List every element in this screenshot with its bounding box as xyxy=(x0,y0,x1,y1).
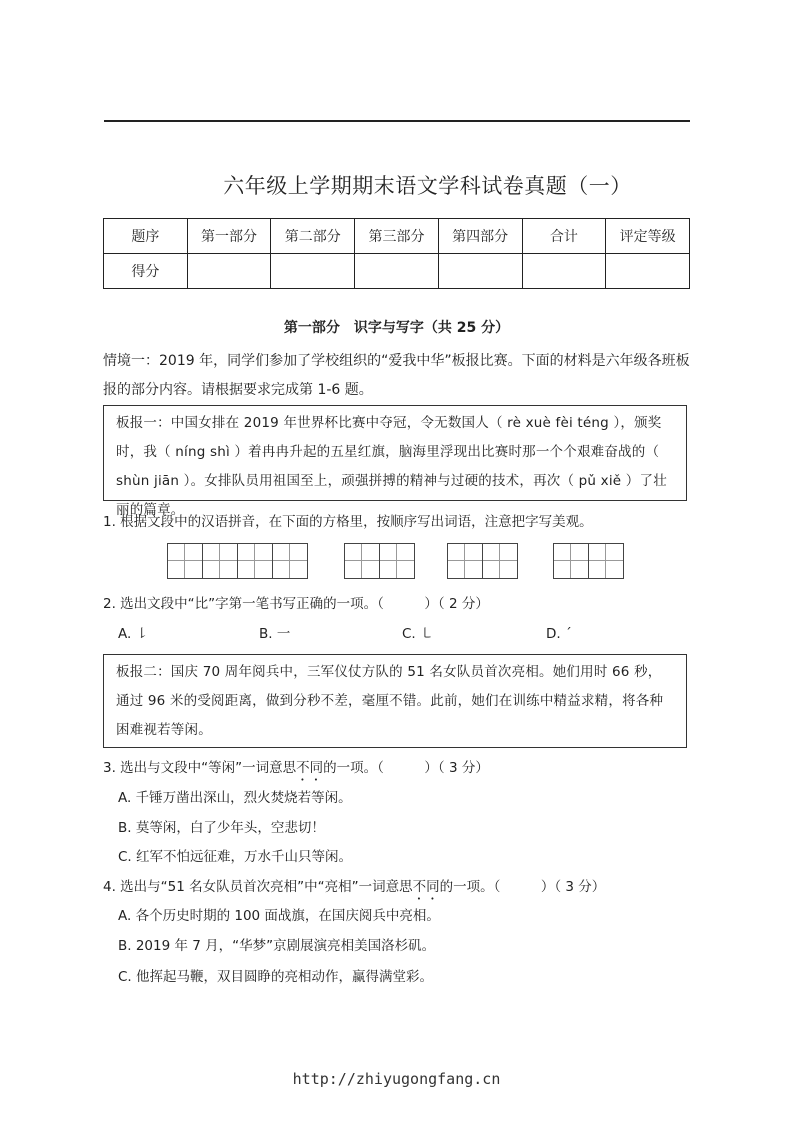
table-cell: 合计 xyxy=(522,219,606,254)
table-cell: 第二部分 xyxy=(271,219,355,254)
option-b[interactable]: B. 2019 年 7 月，“华梦”京剧展演亮相美国洛杉矶。 xyxy=(118,938,436,954)
writing-cell[interactable] xyxy=(553,543,589,579)
writing-cell[interactable] xyxy=(482,543,518,579)
option-c[interactable]: C. 他挥起马鞭，双目圆睁的亮相动作，赢得满堂彩。 xyxy=(118,969,434,985)
score-input-cell[interactable] xyxy=(187,254,271,289)
emphasis-text: 不同 xyxy=(296,760,324,776)
writing-grid-3[interactable] xyxy=(447,543,518,579)
question-3 xyxy=(103,758,489,784)
top-rule xyxy=(104,120,690,122)
writing-cell[interactable] xyxy=(202,543,238,579)
option-d[interactable]: D. ˊ xyxy=(546,626,572,642)
writing-cell[interactable] xyxy=(167,543,203,579)
writing-cell[interactable] xyxy=(237,543,273,579)
section-heading: 第一部分 识字与写字（共 25 分） xyxy=(283,320,510,336)
question-text: 的一项。（ ）（ 3 分） xyxy=(439,879,606,895)
writing-cell[interactable] xyxy=(447,543,483,579)
page-title: 六年级上学期期末语文学科试卷真题（一） xyxy=(223,174,632,198)
board-two-passage: 板报二：国庆 70 周年阅兵中，三军仪仗方队的 51 名女队员首次亮相。她们用时 66 秒，通过 96 米的受阅距离，做到分秒不差，毫厘不错。此前，她们在训练中精益求精，将各种困难视若等闲。 xyxy=(103,654,687,748)
score-table-score-row xyxy=(104,254,690,289)
option-a[interactable]: A. 各个历史时期的 100 面战旗，在国庆阅兵中亮相。 xyxy=(118,908,440,924)
writing-cell[interactable] xyxy=(344,543,380,579)
score-input-cell[interactable] xyxy=(271,254,355,289)
scenario-intro: 情境一：2019 年，同学们参加了学校组织的“爱我中华”板报比赛。下面的材料是六年级各班板报的部分内容。请根据要求完成第 1-6 题。 xyxy=(103,353,690,398)
option-b[interactable]: B. 莫等闲，白了少年头，空悲切！ xyxy=(118,820,325,836)
question-text: 3. 选出与文段中“等闲”一词意思 xyxy=(103,760,297,776)
table-cell: 第四部分 xyxy=(438,219,522,254)
table-cell: 评定等级 xyxy=(606,219,690,254)
score-input-cell[interactable] xyxy=(606,254,690,289)
question-4 xyxy=(103,877,605,903)
question-text: 4. 选出与“51 名女队员首次亮相”中“亮相”一词意思 xyxy=(103,879,413,895)
option-a[interactable]: A. 千锤万凿出深山，烈火焚烧若等闲。 xyxy=(118,790,352,806)
table-cell: 得分 xyxy=(104,254,188,289)
writing-cell[interactable] xyxy=(379,543,415,579)
score-table xyxy=(103,218,690,289)
score-table-header-row xyxy=(104,219,690,254)
writing-cell[interactable] xyxy=(272,543,308,579)
table-cell: 第一部分 xyxy=(187,219,271,254)
score-input-cell[interactable] xyxy=(438,254,522,289)
writing-grid-4[interactable] xyxy=(553,543,624,579)
question-1: 1. 根据文段中的汉语拼音，在下面的方格里，按顺序写出词语，注意把字写美观。 xyxy=(103,514,593,530)
footer-url[interactable]: http://zhiyugongfang.cn xyxy=(292,1070,501,1088)
option-c[interactable]: C. 红军不怕远征难，万水千山只等闲。 xyxy=(118,849,353,865)
question-text: 的一项。（ ）（ 3 分） xyxy=(323,760,489,776)
emphasis-text: 不同 xyxy=(412,879,440,895)
score-input-cell[interactable] xyxy=(522,254,606,289)
question-2: 2. 选出文段中“比”字第一笔书写正确的一项。（ ）（ 2 分） xyxy=(103,596,489,612)
writing-cell[interactable] xyxy=(588,543,624,579)
score-input-cell[interactable] xyxy=(355,254,439,289)
board-one-passage: 板报一：中国女排在 2019 年世界杯比赛中夺冠，令无数国人（ rè xuè fèi téng ），颁奖时，我（ níng shì ）着冉冉升起的五星红旗，脑海里浮现出比赛时那一个个艰难奋战的（ shùn jiān ）。女排队员用祖国至上，顽强拼搏的精神与过硬的技术，再次（ pǔ xiě ）了壮丽的篇章。 xyxy=(103,405,687,501)
writing-grid-1[interactable] xyxy=(167,543,308,579)
table-cell: 第三部分 xyxy=(355,219,439,254)
option-a[interactable]: A. ㇙ xyxy=(118,626,150,642)
writing-grid-2[interactable] xyxy=(344,543,415,579)
table-cell: 题序 xyxy=(104,219,188,254)
option-c[interactable]: C. ㇄ xyxy=(402,626,434,642)
option-b[interactable]: B. 一 xyxy=(259,626,291,642)
